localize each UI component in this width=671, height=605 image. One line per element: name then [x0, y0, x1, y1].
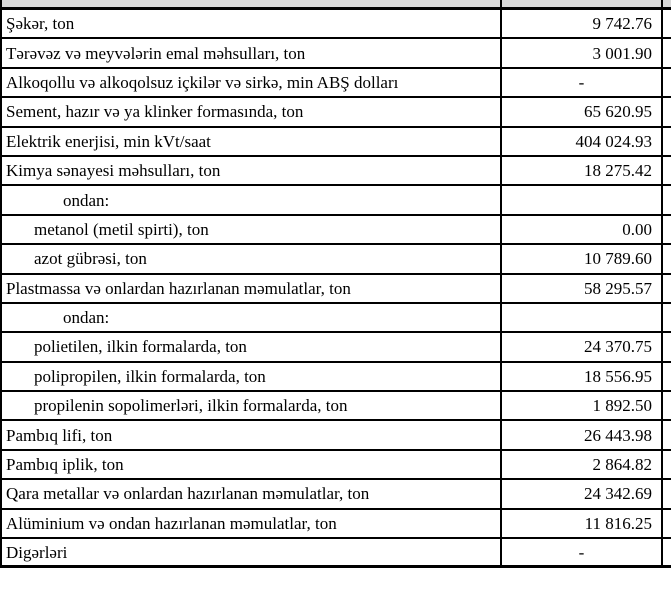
table-row: [2, 157, 671, 186]
row-value: -: [502, 69, 663, 96]
table-row: [2, 245, 671, 274]
row-value: 18 275.42: [502, 157, 663, 184]
table-row: [2, 510, 671, 539]
row-value: 11 816.25: [502, 510, 663, 537]
row-value: 24 370.75: [502, 333, 663, 360]
table-row: [2, 539, 671, 568]
row-cutoff-cell: [663, 421, 671, 448]
table-row: [2, 304, 671, 333]
table-row: [2, 421, 671, 450]
row-cutoff-cell: [663, 186, 671, 213]
row-label: Tərəvəz və meyvələrin emal məhsulları, ton: [2, 39, 502, 66]
row-value: 65 620.95: [502, 98, 663, 125]
table-row: [2, 128, 671, 157]
row-value: 3 001.90: [502, 39, 663, 66]
header-cutoff-cell: [663, 0, 671, 7]
row-value: 1 892.50: [502, 392, 663, 419]
row-cutoff-cell: [663, 245, 671, 272]
row-cutoff-cell: [663, 480, 671, 507]
row-label: Alkoqollu və alkoqolsuz içkilər və sirkə, min ABŞ dolları: [2, 69, 502, 96]
row-label: Alüminium və ondan hazırlanan məmulatlar, ton: [2, 510, 502, 537]
row-label: Sement, hazır və ya klinker formasında, ton: [2, 98, 502, 125]
row-value: 24 342.69: [502, 480, 663, 507]
row-value: [502, 186, 663, 213]
row-label: polietilen, ilkin formalarda, ton: [2, 333, 502, 360]
table-row: [2, 333, 671, 362]
row-cutoff-cell: [663, 69, 671, 96]
row-label: Kimya sənayesi məhsulları, ton: [2, 157, 502, 184]
row-value: [502, 304, 663, 331]
row-cutoff-cell: [663, 539, 671, 565]
row-label: Plastmassa və onlardan hazırlanan məmulatlar, ton: [2, 275, 502, 302]
header-value-cell: [502, 0, 663, 7]
table-header-partial-row: [2, 0, 671, 10]
row-cutoff-cell: [663, 333, 671, 360]
row-cutoff-cell: [663, 216, 671, 243]
row-label: Şəkər, ton: [2, 10, 502, 37]
row-cutoff-cell: [663, 128, 671, 155]
row-value: 58 295.57: [502, 275, 663, 302]
row-cutoff-cell: [663, 510, 671, 537]
table-row: [2, 392, 671, 421]
row-label: azot gübrəsi, ton: [2, 245, 502, 272]
table-row: [2, 10, 671, 39]
row-label: Pambıq iplik, ton: [2, 451, 502, 478]
table-row: [2, 186, 671, 215]
row-label: propilenin sopolimerləri, ilkin formalarda, ton: [2, 392, 502, 419]
row-label: Qara metallar və onlardan hazırlanan məmulatlar, ton: [2, 480, 502, 507]
row-label: polipropilen, ilkin formalarda, ton: [2, 363, 502, 390]
row-label: Elektrik enerjisi, min kVt/saat: [2, 128, 502, 155]
row-value: 26 443.98: [502, 421, 663, 448]
row-value: 10 789.60: [502, 245, 663, 272]
row-cutoff-cell: [663, 10, 671, 37]
row-cutoff-cell: [663, 304, 671, 331]
row-cutoff-cell: [663, 451, 671, 478]
row-cutoff-cell: [663, 275, 671, 302]
row-value: 404 024.93: [502, 128, 663, 155]
table-row: [2, 216, 671, 245]
row-cutoff-cell: [663, 39, 671, 66]
row-label: metanol (metil spirti), ton: [2, 216, 502, 243]
row-cutoff-cell: [663, 392, 671, 419]
header-label-cell: [2, 0, 502, 7]
row-value: 0.00: [502, 216, 663, 243]
row-label: ondan:: [2, 304, 502, 331]
row-value: -: [502, 539, 663, 565]
row-cutoff-cell: [663, 98, 671, 125]
table-row: [2, 451, 671, 480]
table-row: [2, 363, 671, 392]
row-label: Digərləri: [2, 539, 502, 565]
row-cutoff-cell: [663, 157, 671, 184]
table-row: [2, 69, 671, 98]
row-cutoff-cell: [663, 363, 671, 390]
row-value: 9 742.76: [502, 10, 663, 37]
row-value: 18 556.95: [502, 363, 663, 390]
row-label: Pambıq lifi, ton: [2, 421, 502, 448]
table-row: [2, 275, 671, 304]
row-value: 2 864.82: [502, 451, 663, 478]
table-row: [2, 480, 671, 509]
table-row: [2, 39, 671, 68]
row-label: ondan:: [2, 186, 502, 213]
table-row: [2, 98, 671, 127]
